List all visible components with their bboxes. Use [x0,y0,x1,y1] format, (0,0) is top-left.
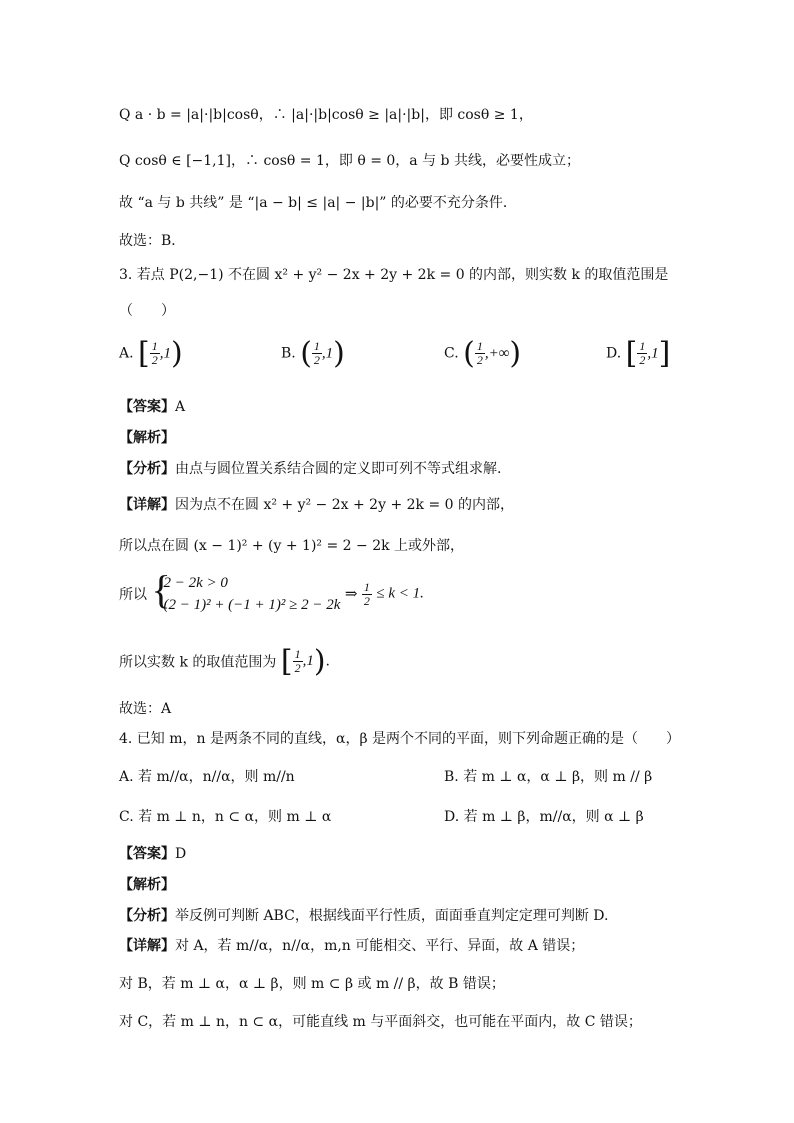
q3-option-d [606,336,670,371]
q3-system-implies: ⇒ [344,586,358,603]
q4-case-c: 对 C，若 m ⊥ n，n ⊂ α，可能直线 m 与平面斜交，也可能在平面内，故 C 错误； [119,1014,642,1030]
q3-option-c-label: C. [444,345,459,362]
q3-range-open: [ [280,644,293,679]
question-4-stem: 4. 已知 m，n 是两条不同的直线，α，β 是两个不同的平面，则下列命题正确的是（ ） [119,731,680,747]
q3-range-suffix: . [325,653,330,670]
q3-system-brace: { [151,567,171,612]
q3-option-d-fraction: $\frac{1}{2}$ [639,339,646,367]
q4-answer [119,843,186,863]
q3-range [119,644,330,679]
q3-option-b-rest: ,1 [321,345,334,362]
q3-option-d-open: [ [625,336,638,371]
q3-system-row-1: 2 − 2k > 0 [163,575,228,591]
q4-answer-tag: 【答案】 [119,846,175,862]
q3-option-b [281,336,345,371]
q4-case-b: 对 B，若 m ⊥ α，α ⊥ β，则 m ⊂ β 或 m // β，故 B 错误； [119,976,505,992]
q4-option-a: A. 若 m//α，n//α，则 m//n [119,769,295,785]
q3-option-a-label: A. [119,345,134,362]
q3-system-tail: ≤ k < 1. [376,585,424,602]
q3-option-b-label: B. [281,345,296,362]
q3-option-b-fraction: $\frac{1}{2}$ [313,339,320,367]
q3-system-fraction: $\frac{1}{2}$ [363,579,370,608]
q3-choose: 故选：A [119,701,172,717]
q3-option-d-close: ] [658,336,671,371]
question-3-stem: 3. 若点 P(2,−1) 不在圆 x² + y² − 2x + 2y + 2k = 0 的内部，则实数 k 的取值范围是 [119,267,669,283]
q3-option-a [119,336,183,371]
q3-range-fraction: $\frac{1}{2}$ [294,647,301,675]
q4-xiangjie-text: 对 A，若 m//α，n//α，m,n 可能相交、平行、异面，故 A 错误； [175,938,585,954]
q4-fenxi-text: 举反例可判断 ABC，根据线面平行性质，面面垂直判定定理可判断 D. [175,908,609,924]
q3-option-c-rest: ,+∞ [484,345,510,362]
q3-range-close: ) [313,644,326,679]
q3-option-b-close: ) [333,336,345,371]
q3-option-c-fraction: $\frac{1}{2}$ [476,339,483,367]
q4-option-c: C. 若 m ⊥ n，n ⊂ α，则 m ⊥ α [119,809,332,825]
q4-option-d: D. 若 m ⊥ β，m//α，则 α ⊥ β [444,809,644,825]
solution-line-4: 故选：B． [119,233,186,249]
q3-option-b-open: ( [300,336,312,371]
q3-fenxi-tag: 【分析】 [119,461,175,477]
q3-system-block [151,567,341,616]
q3-fenxi-text: 由点与圆位置关系结合圆的定义即可列不等式组求解. [175,461,502,477]
q3-jiexi-tag: 【解析】 [119,430,175,446]
q3-xiangjie-tag: 【详解】 [119,497,175,513]
q3-fenxi [119,458,501,478]
q3-inequality-system [119,567,424,616]
q3-option-a-open: [ [138,336,150,371]
q3-option-c-close: ) [509,336,522,371]
q3-option-d-rest: ,1 [647,345,659,362]
q4-jiexi-tag: 【解析】 [119,877,175,893]
q3-option-a-rest: ,1 [159,345,171,362]
q3-option-c-open: ( [463,336,475,371]
question-3-paren: （ ） [119,303,175,319]
q3-xiangjie [119,494,514,514]
q3-answer-value: A [175,399,186,415]
solution-line-2: Q cosθ ∈ [−1,1]，∴ cosθ = 1，即 θ = 0，a 与 b 共线，必要性成立； [119,153,580,169]
solution-line-3: 故 “a 与 b 共线” 是 “|a − b| ≤ |a| − |b|” 的必要不充分条件． [119,195,517,211]
q3-option-d-label: D. [606,345,622,362]
q3-range-prefix: 所以实数 k 的取值范围为 [119,654,277,671]
q3-answer-tag: 【答案】 [119,399,175,415]
q3-option-a-fraction: $\frac{1}{2}$ [151,339,158,367]
solution-line-1: Q a · b = |a|·|b|cosθ，∴ |a|·|b|cosθ ≥ |a|·|b|，即 cosθ ≥ 1， [119,107,533,123]
q3-option-a-close: ) [170,336,183,371]
q3-line-2: 所以点在圆 (x − 1)² + (y + 1)² = 2 − 2k 上或外部， [119,538,465,554]
q4-xiangjie [119,935,584,955]
q4-fenxi-tag: 【分析】 [119,908,175,924]
q4-xiangjie-tag: 【详解】 [119,938,175,954]
q4-option-b: B. 若 m ⊥ α，α ⊥ β，则 m // β [444,769,653,785]
q3-range-rest: ,1 [302,653,314,669]
q3-answer [119,396,185,416]
q3-system-prefix: 所以 [119,587,147,603]
q4-answer-value: D [175,846,187,862]
q3-xiangjie-text: 因为点不在圆 x² + y² − 2x + 2y + 2k = 0 的内部， [175,497,515,513]
q3-option-c [444,336,521,371]
q3-system-row-2: (2 − 1)² + (−1 + 1)² ≥ 2 − 2k [163,597,341,613]
q4-fenxi [119,905,608,925]
